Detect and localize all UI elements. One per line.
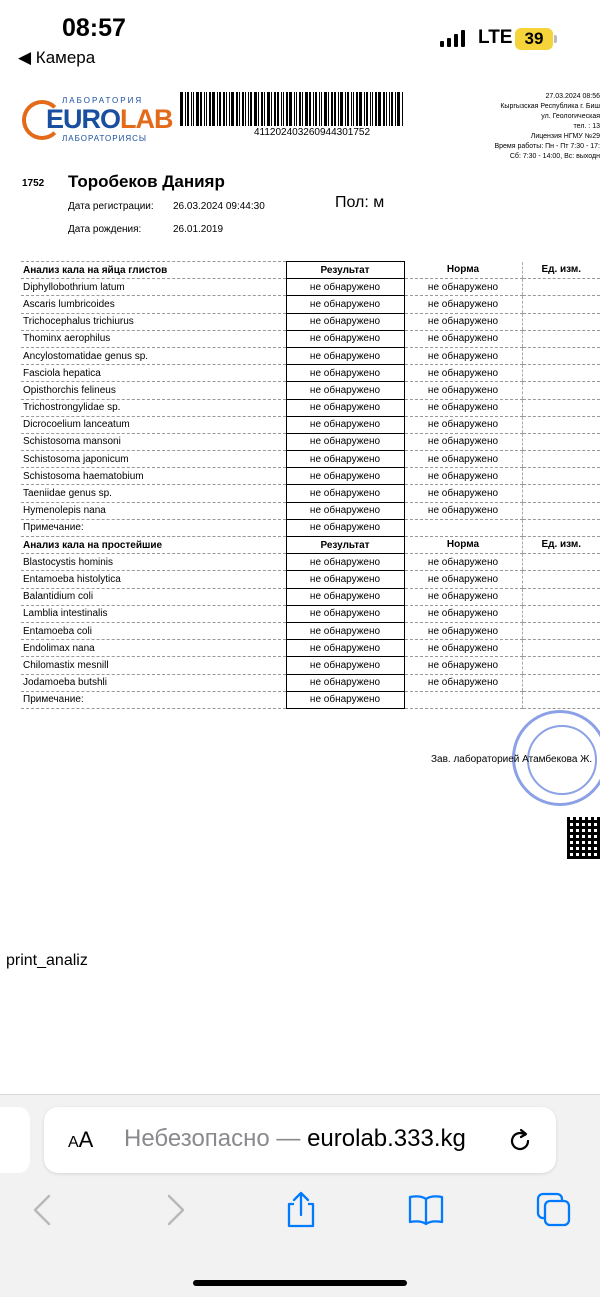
cell-unit [522,296,600,313]
header-name: Анализ кала на яйца глистов [21,262,286,279]
cell-result: не обнаружено [286,399,404,416]
cell-norm: не обнаружено [404,279,522,296]
table-row [21,313,600,330]
patient-sex: Пол: м [335,194,385,211]
cell-norm: не обнаружено [404,588,522,605]
cell-name: Ancylostomatidae genus sp. [21,347,286,364]
cell-norm [404,691,522,708]
table-row [21,640,600,657]
back-to-camera-link[interactable]: ◀ Камера [18,48,96,67]
browser-toolbar [0,1094,600,1297]
cell-unit [522,382,600,399]
table-row [21,519,600,536]
cell-unit [522,330,600,347]
cell-unit [522,347,600,364]
cell-result: не обнаружено [286,588,404,605]
cell-norm: не обнаружено [404,502,522,519]
clinic-phone: тел. : 13 [573,123,600,130]
cell-name: Balantidium coli [21,588,286,605]
lab-report [0,80,600,980]
cell-norm: не обнаружено [404,571,522,588]
clinic-address-2: ул. Геологическая [541,113,600,120]
barcode-icon [180,92,444,126]
table-row [21,330,600,347]
signature-line: Зав. лабораторией Атамбекова Ж. [431,754,593,765]
table-row [21,554,600,571]
cell-result: не обнаружено [286,691,404,708]
cell-result: не обнаружено [286,451,404,468]
cell-result: не обнаружено [286,674,404,691]
cell-norm: не обнаружено [404,674,522,691]
table-row [21,674,600,691]
table-row [21,433,600,450]
table-row [21,605,600,622]
cell-norm: не обнаружено [404,468,522,485]
cell-name: Opisthorchis felineus [21,382,286,399]
bookmarks-icon[interactable] [406,1190,446,1230]
reload-icon[interactable] [504,1124,536,1156]
share-icon[interactable] [281,1190,321,1230]
cell-unit [522,657,600,674]
table-row [21,502,600,519]
cell-norm: не обнаружено [404,485,522,502]
cell-name: Trichocephalus trichiurus [21,313,286,330]
cell-norm: не обнаружено [404,382,522,399]
cell-result: не обнаружено [286,296,404,313]
cell-result: не обнаружено [286,347,404,364]
cell-unit [522,640,600,657]
cell-norm: не обнаружено [404,622,522,639]
status-bar [0,0,600,72]
cell-norm: не обнаружено [404,330,522,347]
cell-name: Примечание: [21,691,286,708]
cell-norm: не обнаружено [404,296,522,313]
clinic-hours-2: Сб: 7:30 - 14:00, Вс: выходн [509,153,600,160]
tabs-icon[interactable] [534,1190,574,1230]
logo-brand: EUROLAB [46,104,173,134]
birth-value: 26.01.2019 [173,224,224,235]
eurolab-logo [22,94,172,146]
cell-result: не обнаружено [286,468,404,485]
table-row [21,382,600,399]
cell-result: не обнаружено [286,554,404,571]
cell-name: Jodamoeba butshli [21,674,286,691]
cell-unit [522,622,600,639]
page-label: print_analiz [6,952,88,969]
cell-name: Schistosoma mansoni [21,433,286,450]
network-label: LTE [478,27,513,48]
address-bar[interactable] [44,1107,556,1173]
cell-norm: не обнаружено [404,605,522,622]
cell-result: не обнаружено [286,657,404,674]
cell-result: не обнаружено [286,605,404,622]
cell-name: Entamoeba coli [21,622,286,639]
reg-label: Дата регистрации: [68,201,154,212]
cell-name: Hymenolepis nana [21,502,286,519]
header-unit: Ед. изм. [522,262,600,279]
battery-icon: 39 [515,28,553,50]
cell-norm: не обнаружено [404,554,522,571]
clinic-address-1: Кыргызская Республика г. Биш [500,103,600,110]
battery-tip [554,35,557,43]
cell-name: Lamblia intestinalis [21,605,286,622]
table-row [21,451,600,468]
cell-unit [522,502,600,519]
cell-name: Fasciola hepatica [21,365,286,382]
signal-icon [440,30,465,47]
table-row [21,296,600,313]
url-text[interactable]: Небезопасно — eurolab.333.kg [124,1125,466,1152]
cell-norm: не обнаружено [404,451,522,468]
table-row [21,399,600,416]
cell-unit [522,313,600,330]
cell-name: Chilomastix mesnill [21,657,286,674]
cell-unit [522,691,600,708]
cell-name: Schistosoma japonicum [21,451,286,468]
cell-result: не обнаружено [286,416,404,433]
cell-name: Schistosoma haematobium [21,468,286,485]
cell-unit [522,433,600,450]
cell-name: Thominx aerophilus [21,330,286,347]
cell-result: не обнаружено [286,279,404,296]
cell-result: не обнаружено [286,519,404,536]
cell-unit [522,571,600,588]
cell-name: Blastocystis hominis [21,554,286,571]
table-row [21,571,600,588]
table-row [21,485,600,502]
reader-options-button[interactable]: AA [68,1127,94,1152]
header-result: Результат [286,537,404,554]
cell-result: не обнаружено [286,382,404,399]
patient-name: Торобеков Данияр [68,172,225,191]
cell-result: не обнаружено [286,640,404,657]
header-unit: Ед. изм. [522,537,600,554]
clinic-hours-1: Время работы: Пн - Пт 7:30 - 17: [494,143,600,150]
cell-norm: не обнаружено [404,433,522,450]
table-row [21,365,600,382]
patient-id: 1752 [22,178,45,189]
logo-top-text: ЛАБОРАТОРИЯ [62,96,144,105]
birth-label: Дата рождения: [68,224,142,235]
header-result: Результат [286,262,404,279]
cell-result: не обнаружено [286,622,404,639]
reg-value: 26.03.2024 09:44:30 [173,201,265,212]
cell-unit [522,451,600,468]
cell-norm: не обнаружено [404,347,522,364]
cell-name: Примечание: [21,519,286,536]
cell-result: не обнаружено [286,365,404,382]
table-row [21,468,600,485]
header-name: Анализ кала на простейшие [21,537,286,554]
logo-bottom-text: ЛАБОРАТОРИЯСЫ [62,134,147,143]
previous-tab-preview[interactable] [0,1107,30,1173]
cell-unit [522,554,600,571]
table-row [21,279,600,296]
table-header-row [21,537,600,554]
barcode-number: 411202403260944301752 [253,127,371,138]
cell-result: не обнаружено [286,485,404,502]
header-norm: Норма [404,537,522,554]
header-norm: Норма [404,262,522,279]
cell-unit [522,365,600,382]
cell-name: Trichostrongylidae sp. [21,399,286,416]
cell-result: не обнаружено [286,571,404,588]
clinic-info [450,92,600,162]
cell-unit [522,416,600,433]
table-row [21,416,600,433]
cell-unit [522,519,600,536]
cell-norm: не обнаружено [404,399,522,416]
qr-code-icon [567,817,600,859]
cell-unit [522,605,600,622]
cell-norm: не обнаружено [404,365,522,382]
cell-name: Dicrocoelium lanceatum [21,416,286,433]
forward-icon[interactable] [154,1190,194,1230]
cell-name: Diphyllobothrium latum [21,279,286,296]
cell-norm [404,519,522,536]
cell-result: не обнаружено [286,313,404,330]
home-indicator [193,1280,407,1286]
report-datetime: 27.03.2024 08:56 [545,93,600,100]
table-row [21,691,600,708]
table-row [21,347,600,364]
cell-name: Endolimax nana [21,640,286,657]
cell-unit [522,674,600,691]
cell-unit [522,399,600,416]
cell-name: Ascaris lumbricoides [21,296,286,313]
cell-unit [522,279,600,296]
table-row [21,588,600,605]
cell-name: Entamoeba histolytica [21,571,286,588]
cell-result: не обнаружено [286,330,404,347]
cell-unit [522,588,600,605]
cell-norm: не обнаружено [404,657,522,674]
table-row [21,657,600,674]
cell-norm: не обнаружено [404,313,522,330]
cell-unit [522,485,600,502]
cell-unit [522,468,600,485]
cell-norm: не обнаружено [404,416,522,433]
cell-norm: не обнаружено [404,640,522,657]
cell-name: Taeniidae genus sp. [21,485,286,502]
clinic-license: Лицензия НГМУ №29 [530,133,600,140]
cell-result: не обнаружено [286,433,404,450]
table-header-row [21,262,600,279]
table-row [21,622,600,639]
status-time: 08:57 [62,14,126,42]
protozoa-table [21,536,600,709]
cell-result: не обнаружено [286,502,404,519]
helminth-table [21,261,600,537]
back-icon[interactable] [24,1190,64,1230]
